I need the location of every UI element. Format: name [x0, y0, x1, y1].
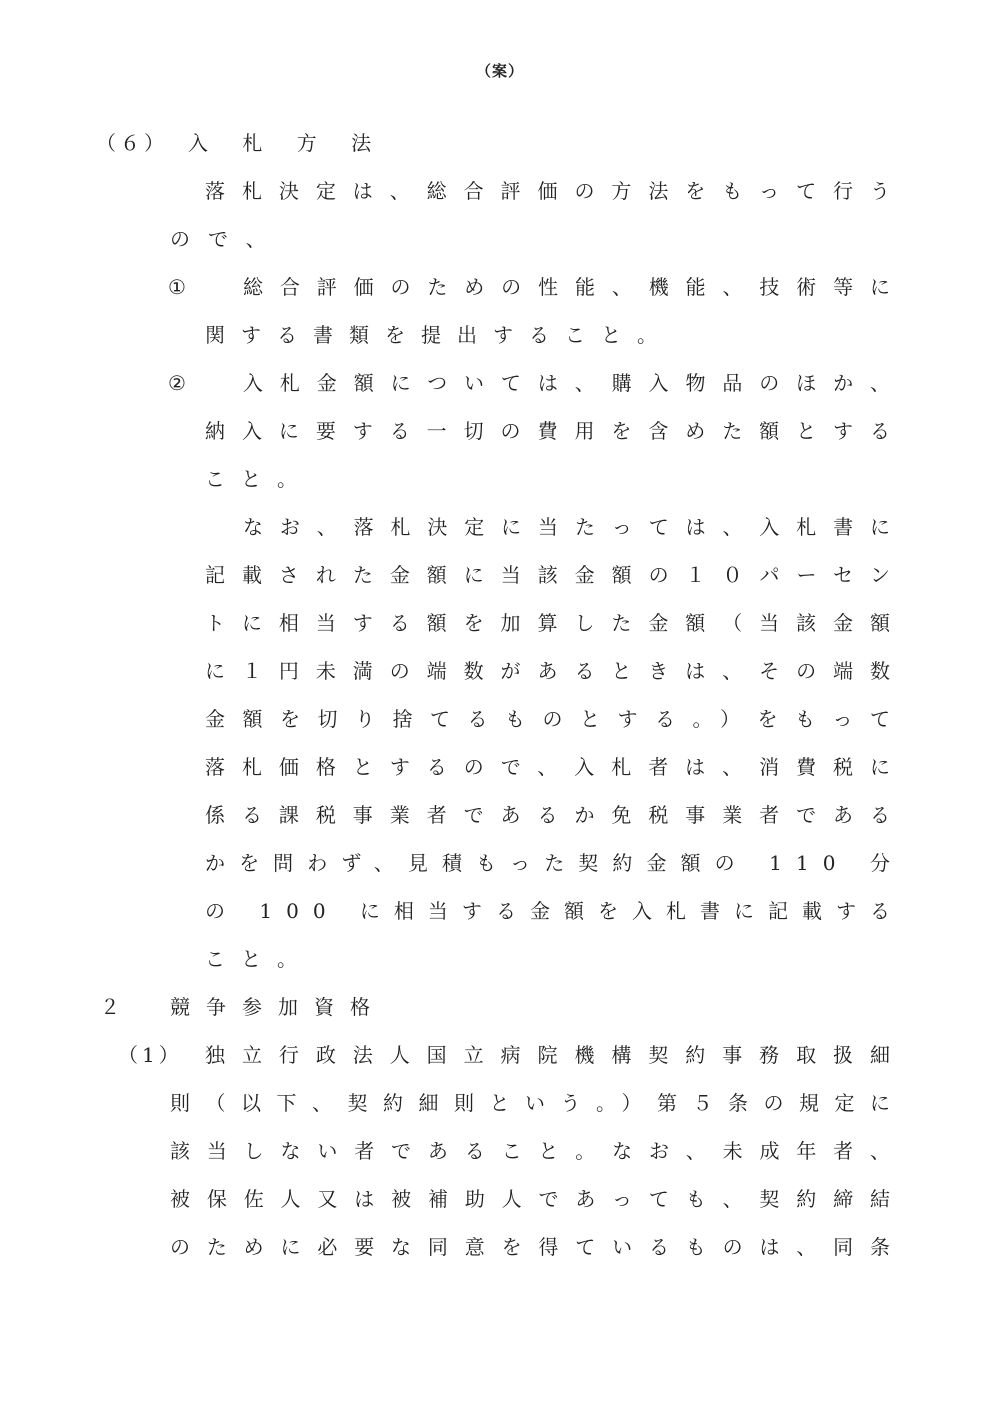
item-2-line-3: こと。 — [205, 467, 313, 491]
section-2-item-1-line-3: 該当しない者であること。なお、未成年者、 — [170, 1139, 907, 1163]
note-line-8: かを問わず、見積もった契約金額の 110 分 — [205, 851, 905, 875]
section-2-number: ２ — [100, 995, 124, 1019]
section-2-item-1-line-2: 則（以下、契約細則という。）第５条の規定に — [170, 1091, 906, 1115]
note-line-1: なお、落札決定に当たっては、入札書に — [243, 515, 907, 539]
section-2-item-1-marker: （1） — [118, 1043, 183, 1067]
item-1-line-2: 関する書類を提出すること。 — [205, 323, 673, 347]
intro-line-1: 落札決定は、総合評価の方法をもって行う — [205, 179, 907, 203]
note-line-4: に１円未満の端数があるときは、その端数 — [205, 659, 907, 683]
section-2-item-1-line-4: 被保佐人又は被補助人であっても、契約締結 — [170, 1187, 907, 1211]
item-1-line-1: 総合評価のための性能、機能、技術等に — [243, 275, 907, 299]
section-2-title: 競争参加資格 — [170, 995, 386, 1019]
item-2-marker: ② — [168, 371, 190, 395]
item-2-line-1: 入札金額については、購入物品のほか、 — [243, 371, 907, 395]
item-2-line-2: 納入に要する一切の費用を含めた額とする — [205, 419, 907, 443]
section-6-number: （６） — [96, 131, 168, 155]
item-1-marker: ① — [168, 275, 190, 299]
note-line-6: 落札価格とするので、入札者は、消費税に — [205, 755, 907, 779]
section-6-title: 入 札 方 法 — [188, 131, 386, 155]
note-line-7: 係る課税事業者であるか免税事業者である — [205, 803, 907, 827]
section-2-item-1-line-1: 独立行政法人国立病院機構契約事務取扱細 — [205, 1043, 907, 1067]
intro-line-2: ので、 — [170, 227, 284, 251]
note-line-5: 金額を切り捨てるものとする。）をもって — [205, 707, 908, 731]
note-line-3: トに相当する額を加算した金額（当該金額 — [205, 611, 907, 635]
note-line-2: 記載された金額に当該金額の１０パーセン — [205, 563, 907, 587]
section-2-item-1-line-5: のために必要な同意を得ているものは、同条 — [170, 1235, 907, 1259]
note-line-9: の 100 に相当する金額を入札書に記載する — [205, 899, 905, 923]
page-header: （案） — [475, 62, 524, 80]
note-line-10: こと。 — [205, 947, 313, 971]
